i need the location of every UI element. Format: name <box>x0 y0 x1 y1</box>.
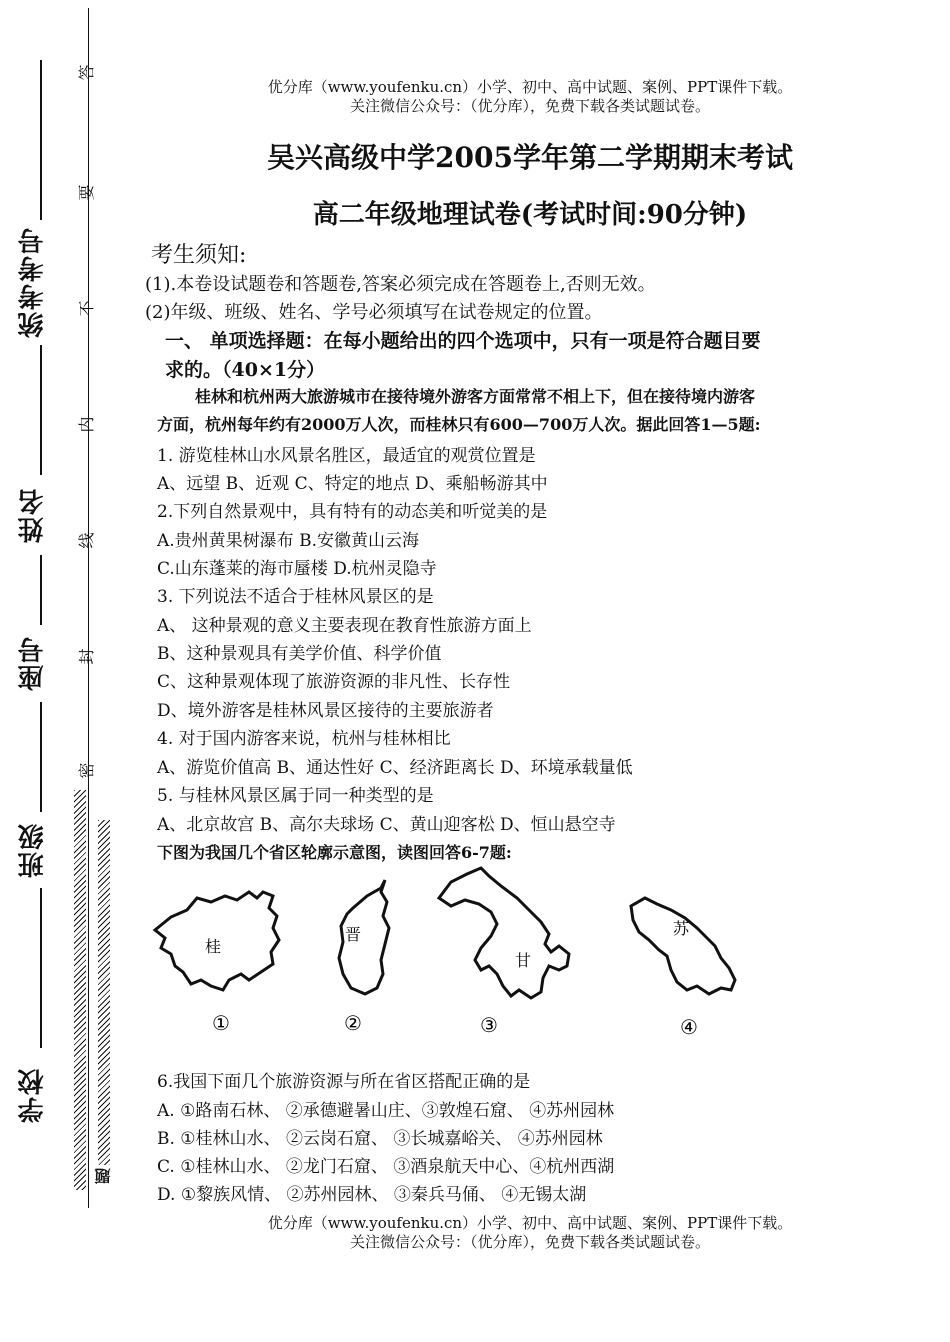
map-number-4: ④ <box>680 1015 698 1039</box>
map-label-gui: 桂 <box>204 937 222 956</box>
exam-subtitle: 高二年级地理试卷(考试时间:90分钟) <box>312 200 748 230</box>
question-options: C.山东蓬莱的海市蜃楼 D.杭州灵隐寺 <box>157 559 437 579</box>
question-stem: 1. 游览桂林山水风景名胜区，最适宜的观赏位置是 <box>157 446 536 466</box>
notice-heading: 考生须知: <box>151 243 247 268</box>
footer-site-line2: 关注微信公众号：（优分库），免费下载各类试题试卷。 <box>349 1233 710 1251</box>
notice-item: (1).本卷设试题卷和答题卷,答案必须完成在答题卷上,否则无效。 <box>145 274 656 295</box>
question-options: B、这种景观具有美学价值、科学价值 <box>157 644 442 664</box>
seal-char: 不 <box>78 300 94 319</box>
notice-item: (2)年级、班级、姓名、学号必须填写在试卷规定的位置。 <box>145 302 603 323</box>
blank-line <box>40 345 42 475</box>
map-label-gan: 甘 <box>514 951 532 970</box>
question-options: D、境外游客是桂林风景区接待的主要旅游者 <box>157 701 494 721</box>
seal-char: 密 <box>78 762 94 781</box>
map-number-3: ③ <box>480 1013 498 1037</box>
footer-site-line1: 优分库（www.youfenku.cn）小学、初中、高中试题、案例、PPT课件下载。 <box>267 1214 793 1232</box>
map-intro: 下图为我国几个省区轮廓示意图，读图回答6-7题: <box>157 843 512 862</box>
province-outline-gansu <box>439 868 569 998</box>
blank-line <box>40 888 42 1048</box>
question-options: A、游览价值高 B、通达性好 C、经济距离长 D、环境承载量低 <box>157 758 633 778</box>
map-label-jin: 晋 <box>344 925 362 944</box>
section-heading-cont: 求的。（40×1分） <box>165 359 326 381</box>
intro-passage-line: 桂林和杭州两大旅游城市在接待境外游客方面常常不相上下，但在接待境内游客 <box>195 387 756 406</box>
map-number-1: ① <box>212 1011 230 1035</box>
hatch-strip <box>98 820 110 1165</box>
question-options: C、这种景观体现了旅游资源的非凡性、长存性 <box>157 672 511 692</box>
header-site-line2: 关注微信公众号：（优分库），免费下载各类试题试卷。 <box>349 97 710 115</box>
question-options: C. ①桂林山水、 ②龙门石窟、 ③酒泉航天中心、④杭州西湖 <box>157 1157 615 1177</box>
field-class-label: 班级 <box>18 822 48 878</box>
section-heading: 一、 单项选择题：在每小题给出的四个选项中，只有一项是符合题目要 <box>165 330 761 352</box>
question-options: D. ①黎族风情、 ②苏州园林、 ③秦兵马俑、 ④无锡太湖 <box>157 1185 587 1205</box>
blank-line <box>40 702 42 812</box>
map-number-2: ② <box>344 1011 362 1035</box>
question-options: A、远望 B、近观 C、特定的地点 D、乘船畅游其中 <box>157 474 548 494</box>
question-stem: 5. 与桂林风景区属于同一种类型的是 <box>157 786 434 806</box>
blank-line <box>40 555 42 625</box>
question-stem: 3. 下列说法不适合于桂林风景区的是 <box>157 587 434 607</box>
hatch-strip <box>74 790 86 1190</box>
question-options: A. ①路南石林、 ②承德避暑山庄、③敦煌石窟、 ④苏州园林 <box>157 1101 615 1121</box>
field-school-label: 学校 <box>18 1067 48 1123</box>
province-outline-figure <box>145 862 785 1047</box>
intro-passage-line: 方面，杭州每年约有2000万人次，而桂林只有600—700万人次。据此回答1—5题: <box>157 415 761 434</box>
seal-char: 内 <box>78 416 94 435</box>
question-options: A、 这种景观的意义主要表现在教育性旅游方面上 <box>157 616 532 636</box>
question-options: B. ①桂林山水、 ②云岗石窟、 ③长城嘉峪关、 ④苏州园林 <box>157 1129 603 1149</box>
header-site-note <box>145 78 915 116</box>
seal-char: 线 <box>78 532 94 551</box>
question-stem: 4. 对于国内游客来说，杭州与桂林相比 <box>157 729 451 749</box>
bottom-seal-char: 题 <box>94 1168 113 1184</box>
footer-site-note <box>145 1214 915 1252</box>
map-label-su: 苏 <box>672 919 690 938</box>
question-options: A.贵州黄果树瀑布 B.安徽黄山云海 <box>157 531 419 551</box>
seal-char: 要 <box>78 184 94 203</box>
question-stem: 2.下列自然景观中，具有特有的动态美和听觉美的是 <box>157 502 548 522</box>
blank-line <box>40 60 42 220</box>
seal-char: 答 <box>78 64 94 83</box>
question-stem: 6.我国下面几个旅游资源与所在省区搭配正确的是 <box>157 1072 531 1092</box>
province-outline-jiangsu <box>631 898 735 994</box>
field-seat-label: 座号 <box>18 635 48 691</box>
field-name-label: 姓名 <box>18 487 48 543</box>
question-options: A、北京故宫 B、高尔夫球场 C、黄山迎客松 D、恒山悬空寺 <box>157 815 616 835</box>
exam-title: 吴兴高级中学2005学年第二学期期末考试 <box>267 141 793 174</box>
seal-char: 封 <box>78 648 94 667</box>
field-exam-number-label: 统考考号 <box>18 226 48 338</box>
header-site-line1: 优分库（www.youfenku.cn）小学、初中、高中试题、案例、PPT课件下载。 <box>267 78 793 96</box>
